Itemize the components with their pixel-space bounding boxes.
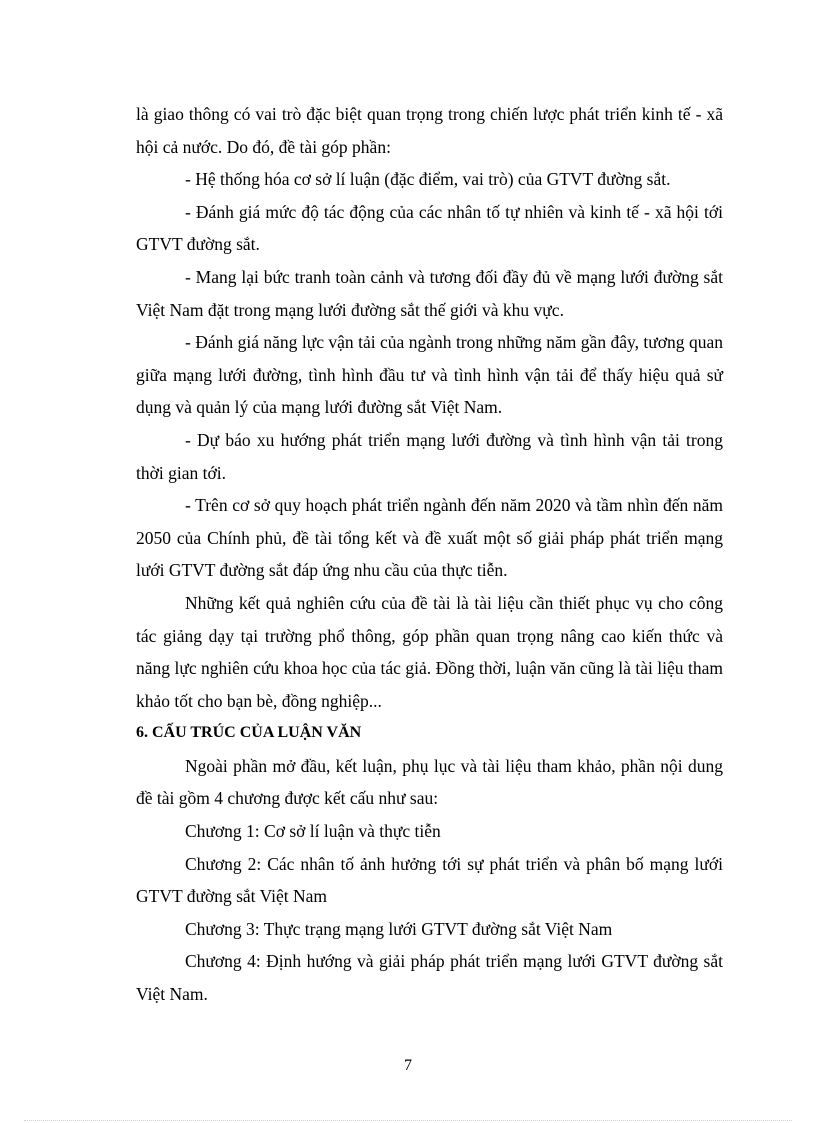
section-heading: 6. CẤU TRÚC CỦA LUẬN VĂN bbox=[136, 724, 362, 742]
chapter-1: Chương 1: Cơ sở lí luận và thực tiễn bbox=[185, 821, 441, 842]
chapter-3: Chương 3: Thực trạng mạng lưới GTVT đường sắt Việt Nam bbox=[185, 918, 613, 939]
structure-intro: Ngoài phần mở đầu, kết luận, phụ lục và tài liệu tham khảo, phần nội dung đề tài gồm 4 chương được kết cấu như sau: bbox=[136, 755, 723, 809]
bullet-planning-solutions: - Trên cơ sở quy hoạch phát triển ngành đến năm 2020 và tầm nhìn đến năm 2050 của Chính phủ, đề tài tổng kết và đề xuất một số giải pháp phát triển mạng lưới GTVT đường sắt đáp ứng nhu cầu của thực tiễn. bbox=[136, 495, 723, 581]
paragraph-continuation: là giao thông có vai trò đặc biệt quan trọng trong chiến lược phát triển kinh tế - xã hội cả nước. Do đó, đề tài góp phần: bbox=[136, 104, 723, 157]
bullet-overview-network: - Mang lại bức tranh toàn cảnh và tương đối đầy đủ về mạng lưới đường sắt Việt Nam đặt trong mạng lưới đường sắt thế giới và khu vực. bbox=[136, 266, 723, 320]
paragraph-research-value: Những kết quả nghiên cứu của đề tài là tài liệu cần thiết phục vụ cho công tác giảng dạy tại trường phổ thông, góp phần quan trọng nâng cao kiến thức và năng lực nghiên cứu khoa học của tác giả. Đồng thời, luận văn cũng là tài liệu tham khảo tốt cho bạn bè, đồng nghiệp... bbox=[136, 592, 723, 711]
chapter-4: Chương 4: Định hướng và giải pháp phát triển mạng lưới GTVT đường sắt Việt Nam. bbox=[136, 951, 723, 1005]
chapter-2: Chương 2: Các nhân tố ảnh hưởng tới sự phát triển và phân bố mạng lưới GTVT đường sắt Việt Nam bbox=[136, 853, 723, 907]
page-number: 7 bbox=[404, 1057, 412, 1074]
bullet-assess-factors: - Đánh giá mức độ tác động của các nhân tố tự nhiên và kinh tế - xã hội tới GTVT đường sắt. bbox=[136, 201, 723, 255]
bullet-transport-capacity: - Đánh giá năng lực vận tải của ngành trong những năm gần đây, tương quan giữa mạng lưới đường, tình hình đầu tư và tình hình vận tải để thấy hiệu quả sử dụng và quản lý của mạng lưới đường sắt Việt Nam. bbox=[136, 332, 723, 418]
document-body bbox=[136, 98, 723, 1011]
page-bottom-divider bbox=[24, 1120, 792, 1121]
bullet-forecast-trends: - Dự báo xu hướng phát triển mạng lưới đường và tình hình vận tải trong thời gian tới. bbox=[136, 429, 723, 483]
bullet-systematize-theory: - Hệ thống hóa cơ sở lí luận (đặc điểm, vai trò) của GTVT đường sắt. bbox=[185, 169, 671, 190]
